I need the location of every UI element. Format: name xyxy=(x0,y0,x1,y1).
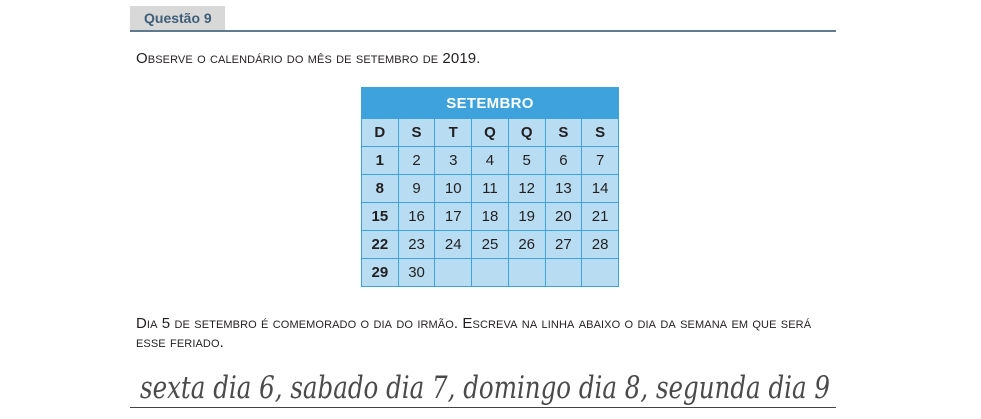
handwritten-answer-text: sexta dia 6, sabado dia 7, domingo dia 8, segunda dia 9 xyxy=(140,370,830,406)
calendar-day-cell: 30 xyxy=(398,259,435,287)
handwritten-answer xyxy=(140,366,840,412)
calendar-month-title: SETEMBRO xyxy=(362,88,619,119)
weekday-cell: D xyxy=(362,119,399,147)
calendar-day-cell: 3 xyxy=(435,147,472,175)
weekday-cell: S xyxy=(398,119,435,147)
calendar-day-cell: 26 xyxy=(508,231,545,259)
calendar-day-cell: 23 xyxy=(398,231,435,259)
calendar-empty-cell xyxy=(545,259,582,287)
calendar-day-cell: 18 xyxy=(472,203,509,231)
calendar-day-cell: 4 xyxy=(472,147,509,175)
calendar-day-cell: 5 xyxy=(508,147,545,175)
calendar-day-cell: 10 xyxy=(435,175,472,203)
calendar-day-cell: 21 xyxy=(582,203,619,231)
calendar-day-cell: 28 xyxy=(582,231,619,259)
calendar-day-cell: 25 xyxy=(472,231,509,259)
weekday-cell: S xyxy=(545,119,582,147)
calendar-day-cell: 20 xyxy=(545,203,582,231)
weekday-cell: S xyxy=(582,119,619,147)
weekday-header-row xyxy=(362,119,619,147)
calendar-day-cell: 14 xyxy=(582,175,619,203)
calendar-empty-cell xyxy=(508,259,545,287)
calendar-day-cell: 1 xyxy=(362,147,399,175)
calendar-day-cell: 12 xyxy=(508,175,545,203)
calendar-day-cell: 11 xyxy=(472,175,509,203)
instruction-text: Observe o calendário do mês de setembro de 2019. xyxy=(136,50,481,67)
calendar-day-cell: 2 xyxy=(398,147,435,175)
calendar-day-cell: 7 xyxy=(582,147,619,175)
question-text: Dia 5 de setembro é comemorado o dia do irmão. Escreva na linha abaixo o dia da semana em que será esse feriado. xyxy=(136,315,812,351)
calendar-table xyxy=(361,87,619,287)
calendar-week-row xyxy=(362,203,619,231)
weekday-cell: Q xyxy=(472,119,509,147)
calendar-week-row xyxy=(362,175,619,203)
weekday-cell: T xyxy=(435,119,472,147)
calendar-week-row xyxy=(362,231,619,259)
calendar-day-cell: 17 xyxy=(435,203,472,231)
calendar-day-cell: 16 xyxy=(398,203,435,231)
calendar-day-cell: 8 xyxy=(362,175,399,203)
calendar-day-cell: 15 xyxy=(362,203,399,231)
calendar-day-cell: 13 xyxy=(545,175,582,203)
calendar-empty-cell xyxy=(582,259,619,287)
calendar-day-cell: 19 xyxy=(508,203,545,231)
calendar-empty-cell xyxy=(435,259,472,287)
calendar-week-row xyxy=(362,147,619,175)
calendar-day-cell: 29 xyxy=(362,259,399,287)
calendar-day-cell: 24 xyxy=(435,231,472,259)
calendar-week-row xyxy=(362,259,619,287)
calendar-day-cell: 22 xyxy=(362,231,399,259)
question-label: Questão 9 xyxy=(130,6,225,30)
question-divider xyxy=(130,30,836,32)
weekday-cell: Q xyxy=(508,119,545,147)
calendar-day-cell: 27 xyxy=(545,231,582,259)
calendar-day-cell: 9 xyxy=(398,175,435,203)
answer-line xyxy=(130,407,836,408)
calendar-empty-cell xyxy=(472,259,509,287)
calendar-day-cell: 6 xyxy=(545,147,582,175)
